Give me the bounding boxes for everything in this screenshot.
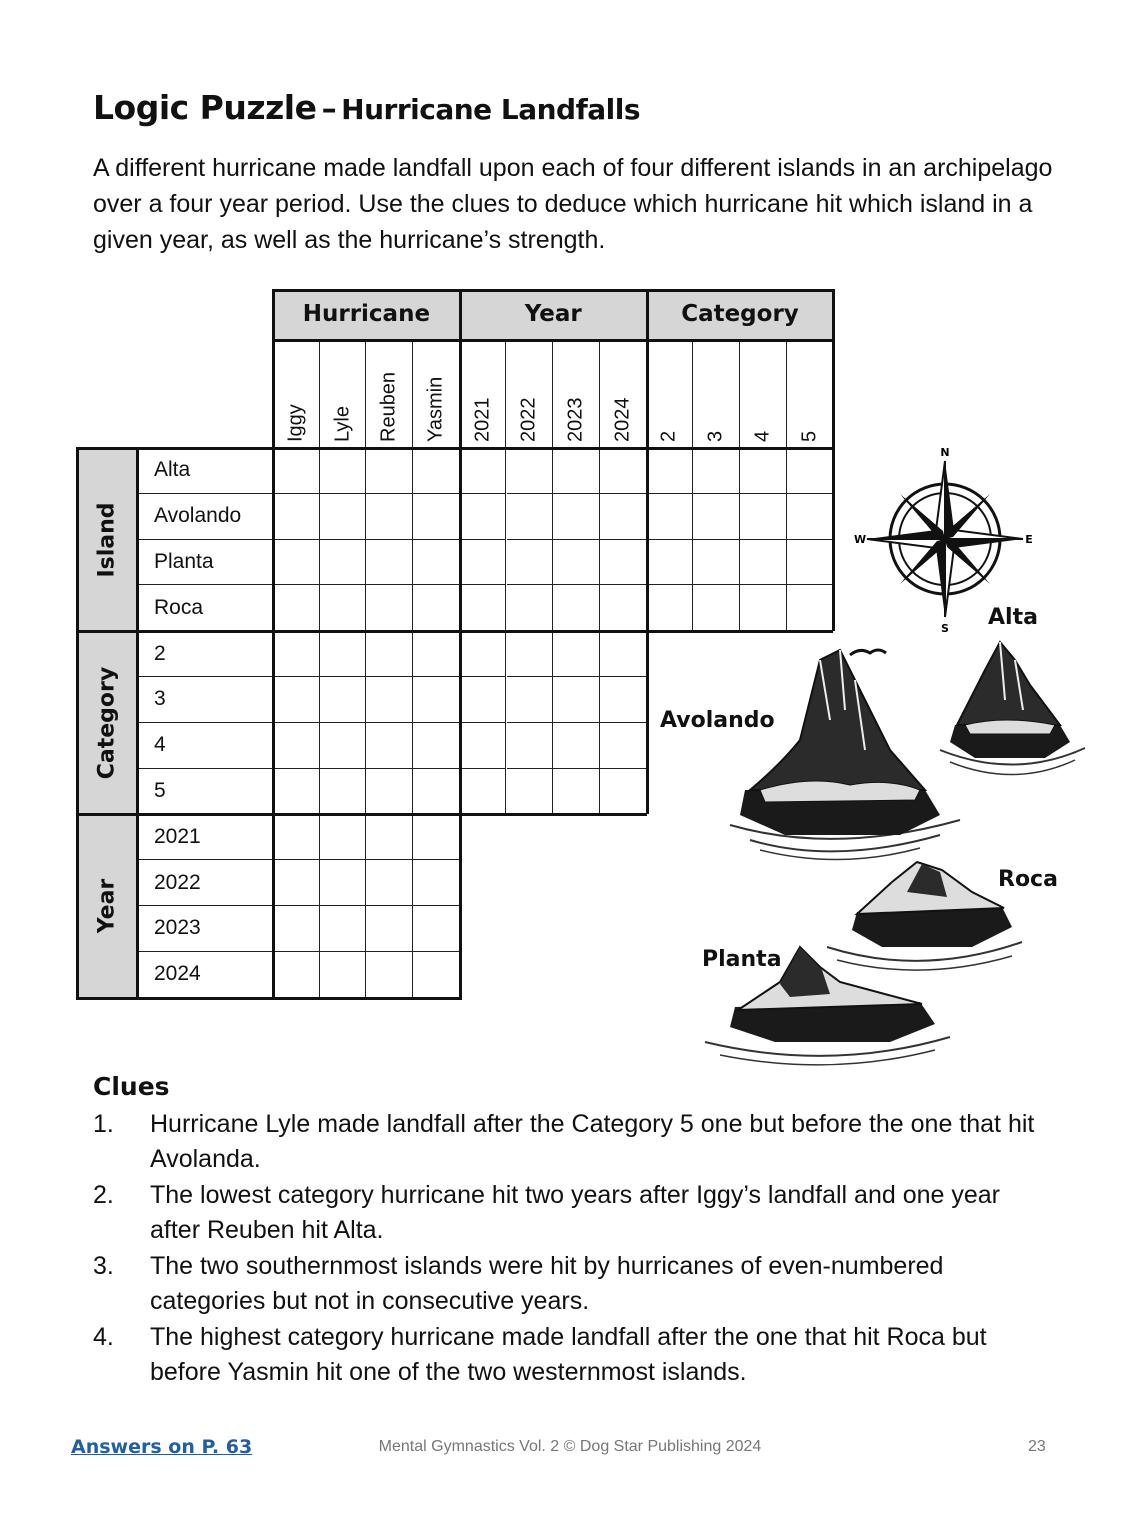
grid-cell[interactable] <box>366 677 413 723</box>
row-label-category: 5 <box>137 769 273 815</box>
col-label-text: Reuben <box>377 371 400 442</box>
grid-cell[interactable] <box>366 952 413 998</box>
grid-cell[interactable] <box>460 769 507 815</box>
grid-cell[interactable] <box>413 631 460 677</box>
grid-cell[interactable] <box>647 540 694 586</box>
grid-border <box>459 289 462 998</box>
intro-text: A different hurricane made landfall upon each of four different islands in an archipelago over a four year period. Use the clues to deduce which hurricane hit which island in a given year, as well as the hurricane’s strength. <box>93 154 1053 254</box>
compass-w-label: W <box>853 533 867 546</box>
grid-cell[interactable] <box>273 448 320 494</box>
col-label-text: Yasmin <box>424 376 447 442</box>
grid-cell[interactable] <box>600 631 647 677</box>
grid-cell[interactable] <box>553 540 600 586</box>
grid-cell[interactable] <box>507 494 554 540</box>
grid-cell[interactable] <box>553 494 600 540</box>
grid-border <box>76 448 79 998</box>
grid-cell[interactable] <box>460 494 507 540</box>
grid-cell[interactable] <box>320 494 367 540</box>
grid-cell[interactable] <box>273 769 320 815</box>
clue-number: 4. <box>93 1323 114 1351</box>
grid-cell[interactable] <box>413 906 460 952</box>
map-label-avolando: Avolando <box>660 708 775 733</box>
grid-cell[interactable] <box>787 585 834 631</box>
grid-cell[interactable] <box>413 494 460 540</box>
page-number: 23 <box>1028 1438 1046 1455</box>
grid-border <box>832 289 835 631</box>
col-group-header-year: Year <box>460 289 647 339</box>
grid-cell[interactable] <box>460 631 507 677</box>
clue-number: 1. <box>93 1110 114 1138</box>
col-label-text: 2022 <box>517 397 540 442</box>
grid-border <box>272 289 275 998</box>
col-label-year <box>553 339 600 448</box>
grid-cell[interactable] <box>366 723 413 769</box>
grid-cell[interactable] <box>413 540 460 586</box>
grid-cell[interactable] <box>273 585 320 631</box>
grid-border <box>76 997 462 1000</box>
island-alta-icon <box>935 630 1090 790</box>
grid-cell[interactable] <box>600 494 647 540</box>
grid-cell[interactable] <box>553 769 600 815</box>
grid-border <box>76 630 833 633</box>
grid-cell[interactable] <box>320 814 367 860</box>
row-group-label: Year <box>94 878 119 934</box>
grid-cell[interactable] <box>366 860 413 906</box>
grid-cell[interactable] <box>366 585 413 631</box>
clue-text: The highest category hurricane made landfall after the one that hit Roca but before Yasmin hit one of the two westernmost islands. <box>150 1323 987 1386</box>
col-label-year <box>507 339 554 448</box>
row-label-category: 3 <box>137 677 273 723</box>
row-label-island: Planta <box>137 540 273 586</box>
col-label-text: Lyle <box>331 406 354 442</box>
compass-e-label: E <box>1025 533 1033 546</box>
clue-number: 2. <box>93 1181 114 1209</box>
row-label-year: 2022 <box>137 860 273 906</box>
col-label-hurricane <box>413 339 460 448</box>
grid-cell[interactable] <box>553 448 600 494</box>
grid-cell[interactable] <box>693 585 740 631</box>
grid-cell[interactable] <box>553 631 600 677</box>
grid-cell[interactable] <box>320 585 367 631</box>
grid-cell[interactable] <box>460 585 507 631</box>
row-label-year: 2021 <box>137 814 273 860</box>
grid-cell[interactable] <box>647 448 694 494</box>
grid-cell[interactable] <box>320 448 367 494</box>
grid-cell[interactable] <box>460 448 507 494</box>
grid-cell[interactable] <box>273 494 320 540</box>
grid-cell[interactable] <box>507 585 554 631</box>
grid-cell[interactable] <box>320 540 367 586</box>
grid-cell[interactable] <box>693 494 740 540</box>
row-label-category: 2 <box>137 631 273 677</box>
col-label-category <box>740 339 787 448</box>
grid-cell[interactable] <box>647 494 694 540</box>
row-group-label: Island <box>94 502 119 578</box>
col-label-text: 5 <box>798 430 821 442</box>
grid-cell[interactable] <box>366 906 413 952</box>
compass-n-label: N <box>940 446 950 459</box>
col-label-category <box>647 339 694 448</box>
grid-border <box>273 339 833 342</box>
clue-text: Hurricane Lyle made landfall after the Category 5 one but before the one that hit Avolanda. <box>150 1110 1035 1173</box>
row-label-island: Alta <box>137 448 273 494</box>
grid-cell[interactable] <box>366 769 413 815</box>
grid-cell[interactable] <box>413 448 460 494</box>
answers-link[interactable]: Answers on P. 63 <box>71 1436 253 1458</box>
grid-cell[interactable] <box>273 723 320 769</box>
map-label-alta: Alta <box>988 605 1038 630</box>
grid-cell[interactable] <box>413 585 460 631</box>
grid-cell[interactable] <box>460 540 507 586</box>
col-label-text: 3 <box>704 430 727 442</box>
grid-cell[interactable] <box>320 860 367 906</box>
grid-cell[interactable] <box>320 631 367 677</box>
title-main: Logic Puzzle <box>93 88 317 127</box>
grid-cell[interactable] <box>600 540 647 586</box>
grid-cell[interactable] <box>320 906 367 952</box>
grid-cell[interactable] <box>647 585 694 631</box>
clue-number: 3. <box>93 1252 114 1280</box>
grid-cell[interactable] <box>507 631 554 677</box>
grid-cell[interactable] <box>600 448 647 494</box>
grid-cell[interactable] <box>553 677 600 723</box>
grid-border <box>76 447 833 450</box>
grid-cell[interactable] <box>273 860 320 906</box>
grid-cell[interactable] <box>460 723 507 769</box>
grid-cell[interactable] <box>507 540 554 586</box>
grid-cell[interactable] <box>320 769 367 815</box>
page-title <box>93 88 640 127</box>
grid-cell[interactable] <box>320 677 367 723</box>
grid-border <box>273 289 833 292</box>
row-label-island: Avolando <box>137 494 273 540</box>
grid-border <box>646 289 649 814</box>
grid-cell[interactable] <box>413 814 460 860</box>
grid-cell[interactable] <box>787 448 834 494</box>
grid-cell[interactable] <box>600 723 647 769</box>
row-group-header-category <box>76 631 137 814</box>
compass-s-label: S <box>941 622 949 634</box>
clue-text: The two southernmost islands were hit by hurricanes of even-numbered categories but not in consecutive years. <box>150 1252 944 1315</box>
grid-cell[interactable] <box>413 952 460 998</box>
title-dash: – <box>321 92 337 127</box>
grid-cell[interactable] <box>366 540 413 586</box>
grid-border <box>76 813 647 816</box>
col-label-text: Iggy <box>284 404 307 442</box>
grid-cell[interactable] <box>273 631 320 677</box>
grid-cell[interactable] <box>366 448 413 494</box>
grid-cell[interactable] <box>553 585 600 631</box>
col-label-year <box>460 339 507 448</box>
row-label-year: 2024 <box>137 952 273 998</box>
grid-cell[interactable] <box>273 677 320 723</box>
map-label-roca: Roca <box>998 867 1058 892</box>
grid-cell[interactable] <box>413 723 460 769</box>
grid-cell[interactable] <box>413 769 460 815</box>
row-group-header-island <box>76 448 137 631</box>
col-label-category <box>787 339 834 448</box>
grid-cell[interactable] <box>366 494 413 540</box>
grid-cell[interactable] <box>320 723 367 769</box>
col-label-category <box>693 339 740 448</box>
grid-cell[interactable] <box>273 952 320 998</box>
grid-cell[interactable] <box>460 677 507 723</box>
grid-cell[interactable] <box>273 814 320 860</box>
grid-cell[interactable] <box>507 448 554 494</box>
grid-cell[interactable] <box>740 448 787 494</box>
col-label-text: 2024 <box>611 397 634 442</box>
grid-cell[interactable] <box>600 677 647 723</box>
col-group-header-hurricane: Hurricane <box>273 289 460 339</box>
grid-cell[interactable] <box>366 814 413 860</box>
grid-cell[interactable] <box>693 540 740 586</box>
grid-cell[interactable] <box>507 677 554 723</box>
col-label-text: 2021 <box>471 397 494 442</box>
col-label-text: 4 <box>751 430 774 442</box>
row-label-island: Roca <box>137 585 273 631</box>
grid-cell[interactable] <box>507 769 554 815</box>
row-label-category: 4 <box>137 723 273 769</box>
clue-text: The lowest category hurricane hit two years after Iggy’s landfall and one year after Reuben hit Alta. <box>150 1181 1000 1244</box>
col-label-year <box>600 339 647 448</box>
grid-cell[interactable] <box>320 952 367 998</box>
footer-credit: Mental Gymnastics Vol. 2 © Dog Star Publishing 2024 <box>378 1438 762 1455</box>
row-group-label: Category <box>94 666 119 780</box>
grid-cell[interactable] <box>553 723 600 769</box>
grid-cell[interactable] <box>740 540 787 586</box>
grid-cell[interactable] <box>507 723 554 769</box>
title-sub: Hurricane Landfalls <box>341 93 641 126</box>
grid-cell[interactable] <box>787 494 834 540</box>
grid-cell[interactable] <box>273 540 320 586</box>
col-label-text: 2023 <box>564 397 587 442</box>
col-label-text: 2 <box>657 430 680 442</box>
row-label-year: 2023 <box>137 906 273 952</box>
grid-cell[interactable] <box>413 677 460 723</box>
grid-cell[interactable] <box>273 906 320 952</box>
col-label-hurricane <box>273 339 320 448</box>
grid-cell[interactable] <box>366 631 413 677</box>
grid-border <box>136 448 139 998</box>
row-group-header-year <box>76 814 137 997</box>
grid-cell[interactable] <box>740 585 787 631</box>
col-label-hurricane <box>320 339 367 448</box>
grid-cell[interactable] <box>600 769 647 815</box>
grid-cell[interactable] <box>740 494 787 540</box>
grid-cell[interactable] <box>413 860 460 906</box>
clues-title: Clues <box>93 1072 170 1101</box>
col-label-hurricane <box>366 339 413 448</box>
grid-cell[interactable] <box>787 540 834 586</box>
map-label-planta: Planta <box>702 947 782 972</box>
col-group-header-category: Category <box>647 289 834 339</box>
grid-cell[interactable] <box>693 448 740 494</box>
grid-cell[interactable] <box>600 585 647 631</box>
